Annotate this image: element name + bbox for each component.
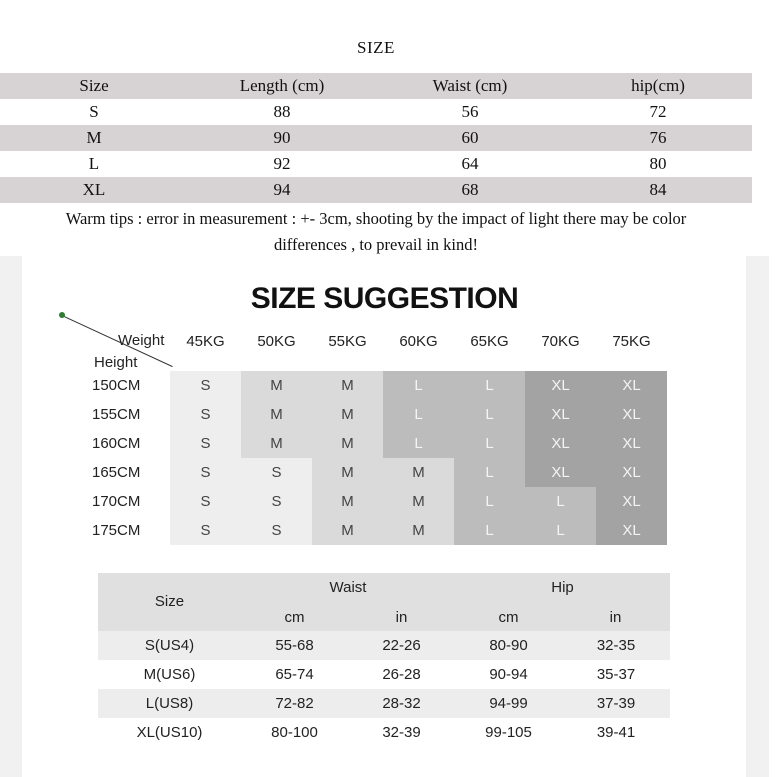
grid-cell-size: S xyxy=(241,487,312,516)
grid-cell-size: XL xyxy=(596,400,667,429)
column-header-size: Size xyxy=(154,593,185,610)
grid-cell-size: L xyxy=(454,487,525,516)
size-table-title: SIZE xyxy=(357,38,395,57)
grid-cell-size: XL xyxy=(525,371,596,400)
divider-dot xyxy=(59,312,65,318)
height-header: 155CM xyxy=(92,406,141,423)
us-size-table-header xyxy=(98,573,670,631)
column-header-size: Size xyxy=(79,76,109,95)
table-row xyxy=(0,151,752,177)
weight-header: 50KG xyxy=(257,333,296,350)
cell-waist: 56 xyxy=(461,102,479,121)
weight-header: 45KG xyxy=(186,333,225,350)
column-header-hip: hip(cm) xyxy=(631,76,685,95)
cell-waist-cm: 80-100 xyxy=(271,724,318,741)
height-header: 150CM xyxy=(92,377,141,394)
cell-hip-cm: 94-99 xyxy=(489,695,528,712)
height-header: 165CM xyxy=(92,464,141,481)
grid-cell-size: M xyxy=(383,516,454,545)
grid-cell-size: M xyxy=(312,400,383,429)
cell-hip-in: 37-39 xyxy=(596,695,636,712)
grid-cell-size: M xyxy=(241,400,312,429)
cell-hip-in: 35-37 xyxy=(596,666,636,683)
cell-waist-in: 22-26 xyxy=(382,637,421,654)
warm-tips-line: differences , to prevail in kind! xyxy=(273,235,479,254)
grid-cell-size: M xyxy=(383,487,454,516)
grid-cell-size: M xyxy=(312,429,383,458)
grid-cell-size: L xyxy=(454,458,525,487)
grid-cell-size: L xyxy=(454,400,525,429)
height-axis-label: Height xyxy=(94,354,138,371)
size-suggestion-title: SIZE SUGGESTION xyxy=(250,282,519,315)
grid-cell-size: L xyxy=(454,371,525,400)
us-size-table xyxy=(98,573,670,747)
cell-waist: 68 xyxy=(461,180,479,199)
grid-cell-size: XL xyxy=(596,371,667,400)
cell-size: L(US8) xyxy=(145,695,194,712)
grid-cell-size: XL xyxy=(525,458,596,487)
cell-length: 90 xyxy=(273,128,291,147)
cell-hip: 76 xyxy=(649,128,667,147)
grid-cell-size: L xyxy=(525,487,596,516)
weight-header: 65KG xyxy=(470,333,509,350)
grid-cell-size: S xyxy=(241,516,312,545)
weight-header: 60KG xyxy=(399,333,438,350)
grid-cell-size: S xyxy=(170,487,241,516)
cell-waist-in: 26-28 xyxy=(382,666,421,683)
cell-hip-cm: 99-105 xyxy=(485,724,532,741)
cell-size: M xyxy=(86,128,102,147)
grid-cell-size: L xyxy=(383,400,454,429)
grid-cell-size: XL xyxy=(596,458,667,487)
cell-length: 92 xyxy=(273,154,291,173)
grid-cell-size: XL xyxy=(596,516,667,545)
grid-cell-size: S xyxy=(170,429,241,458)
cell-waist-cm: 72-82 xyxy=(275,695,314,712)
cell-hip: 84 xyxy=(649,180,667,199)
grid-cell-size: L xyxy=(454,516,525,545)
grid-cell-size: S xyxy=(170,516,241,545)
cell-size: M(US6) xyxy=(143,666,196,683)
grid-cell-size: M xyxy=(383,458,454,487)
table-row xyxy=(98,660,670,689)
weight-axis-label: Weight xyxy=(118,332,165,349)
size-measurement-table xyxy=(0,73,752,203)
column-header-hip: Hip xyxy=(551,579,574,596)
grid-cell-size: S xyxy=(170,400,241,429)
weight-header: 75KG xyxy=(612,333,651,350)
cell-hip-cm: 80-90 xyxy=(489,637,528,654)
cell-waist-in: 32-39 xyxy=(382,724,421,741)
grid-cell-size: L xyxy=(525,516,596,545)
unit-header-in: in xyxy=(609,609,622,626)
column-header-length: Length (cm) xyxy=(239,76,325,95)
unit-header-cm: cm xyxy=(498,609,519,626)
cell-hip: 80 xyxy=(649,154,667,173)
height-header: 170CM xyxy=(92,493,141,510)
column-header-waist: Waist xyxy=(329,579,367,596)
cell-hip-in: 39-41 xyxy=(596,724,636,741)
weight-header: 70KG xyxy=(541,333,580,350)
grid-cell-size: M xyxy=(312,487,383,516)
grid-cell-size: XL xyxy=(525,429,596,458)
cell-hip-cm: 90-94 xyxy=(489,666,528,683)
grid-cell-size: L xyxy=(383,429,454,458)
grid-cell-size: L xyxy=(454,429,525,458)
warm-tips-note xyxy=(0,206,752,258)
cell-size: S xyxy=(89,102,99,121)
grid-cell-size: M xyxy=(241,429,312,458)
column-header-waist: Waist (cm) xyxy=(432,76,508,95)
grid-cell-size: L xyxy=(383,371,454,400)
weight-header: 55KG xyxy=(328,333,367,350)
cell-waist: 64 xyxy=(461,154,479,173)
grid-cell-size: XL xyxy=(596,487,667,516)
table-row xyxy=(0,125,752,151)
unit-header-cm: cm xyxy=(284,609,305,626)
grid-cell-size: M xyxy=(312,371,383,400)
cell-waist: 60 xyxy=(461,128,479,147)
cell-length: 94 xyxy=(273,180,291,199)
cell-hip: 72 xyxy=(649,102,667,121)
table-row xyxy=(0,177,752,203)
unit-header-in: in xyxy=(395,609,408,626)
grid-cell-size: S xyxy=(170,371,241,400)
cell-waist-cm: 55-68 xyxy=(275,637,314,654)
grid-cell-size: XL xyxy=(596,429,667,458)
table-header-row xyxy=(0,73,752,99)
cell-size: L xyxy=(88,154,100,173)
cell-size: XL xyxy=(82,180,106,199)
grid-cell-size: S xyxy=(241,458,312,487)
table-row xyxy=(98,631,670,660)
cell-waist-cm: 65-74 xyxy=(275,666,314,683)
grid-cell-size: M xyxy=(312,458,383,487)
table-row xyxy=(98,689,670,718)
height-header: 160CM xyxy=(92,435,141,452)
height-header: 175CM xyxy=(92,522,141,539)
cell-length: 88 xyxy=(273,102,291,121)
warm-tips-line: Warm tips : error in measurement : +- 3cm, shooting by the impact of light there may be color xyxy=(65,209,687,228)
table-row xyxy=(98,718,670,747)
cell-waist-in: 28-32 xyxy=(382,695,421,712)
grid-cell-size: M xyxy=(241,371,312,400)
cell-size: S(US4) xyxy=(144,637,195,654)
grid-cell-size: S xyxy=(170,458,241,487)
cell-hip-in: 32-35 xyxy=(596,637,636,654)
table-row xyxy=(0,99,752,125)
cell-size: XL(US10) xyxy=(136,724,203,741)
grid-cell-size: M xyxy=(312,516,383,545)
grid-cell-size: XL xyxy=(525,400,596,429)
